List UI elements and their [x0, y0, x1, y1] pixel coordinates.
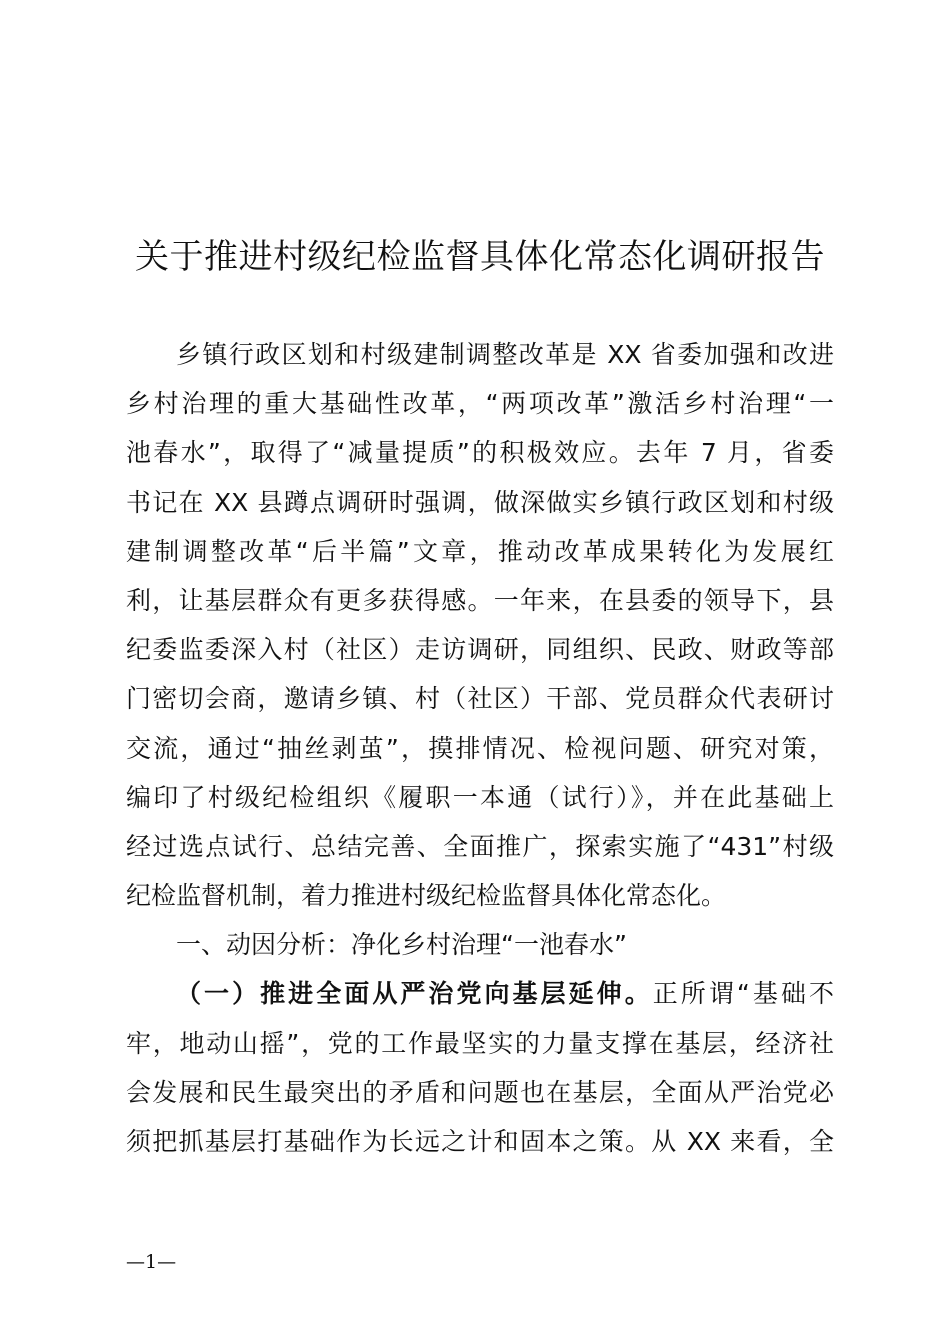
- paragraph-line: 建制调整改革“后半篇”文章，推动改革成果转化为发展红: [126, 536, 834, 566]
- paragraph-line: 交流，通过“抽丝剥茧”，摸排情况、检视问题、研究对策，: [126, 733, 834, 763]
- document-body: [126, 330, 834, 1166]
- paragraph-line: 会发展和民生最突出的矛盾和问题也在基层，全面从严治党必: [126, 1077, 834, 1107]
- subsection-paragraph: [126, 969, 834, 1166]
- paragraph-text: 正所谓“基础不: [652, 979, 834, 1009]
- paragraph-line: 须把抓基层打基础作为长远之计和固本之策。从 XX 来看，全: [126, 1127, 834, 1156]
- page-number: —1—: [126, 1251, 177, 1273]
- paragraph-line: 纪检监督机制，着力推进村级纪检监督具体化常态化。: [126, 881, 727, 911]
- document-title: 关于推进村级纪检监督具体化常态化调研报告: [135, 237, 825, 277]
- paragraph-line: 乡村治理的重大基础性改革，“两项改革”激活乡村治理“一: [126, 389, 834, 419]
- paragraph-line: 经过选点试行、总结完善、全面推广，探索实施了“431”村级: [126, 831, 834, 861]
- paragraph-line: 门密切会商，邀请乡镇、村（社区）干部、党员群众代表研讨: [126, 684, 834, 714]
- paragraph-first-line: [126, 969, 834, 1018]
- paragraph-line: 乡镇行政区划和村级建制调整改革是 XX 省委加强和改进: [176, 340, 834, 369]
- paragraph-line: 纪委监委深入村（社区）走访调研，同组织、民政、财政等部: [126, 635, 834, 665]
- subsection-heading: （一）推进全面从严治党向基层延伸。: [176, 979, 653, 1009]
- paragraph-line: 牢，地动山摇”，党的工作最坚实的力量支撑在基层，经济社: [126, 1028, 834, 1058]
- paragraph-line: 池春水”，取得了“减量提质”的积极效应。去年 7 月，省委: [126, 438, 834, 468]
- intro-paragraph: [126, 330, 834, 920]
- section-heading: 一、动因分析：净化乡村治理“一池春水”: [176, 930, 627, 960]
- paragraph-line: 书记在 XX 县蹲点调研时强调，做深做实乡镇行政区划和村级: [126, 487, 834, 517]
- paragraph-line: 利，让基层群众有更多获得感。一年来，在县委的领导下，县: [126, 585, 834, 615]
- paragraph-line: 编印了村级纪检组织《履职一本通（试行）》，并在此基础上: [126, 782, 834, 812]
